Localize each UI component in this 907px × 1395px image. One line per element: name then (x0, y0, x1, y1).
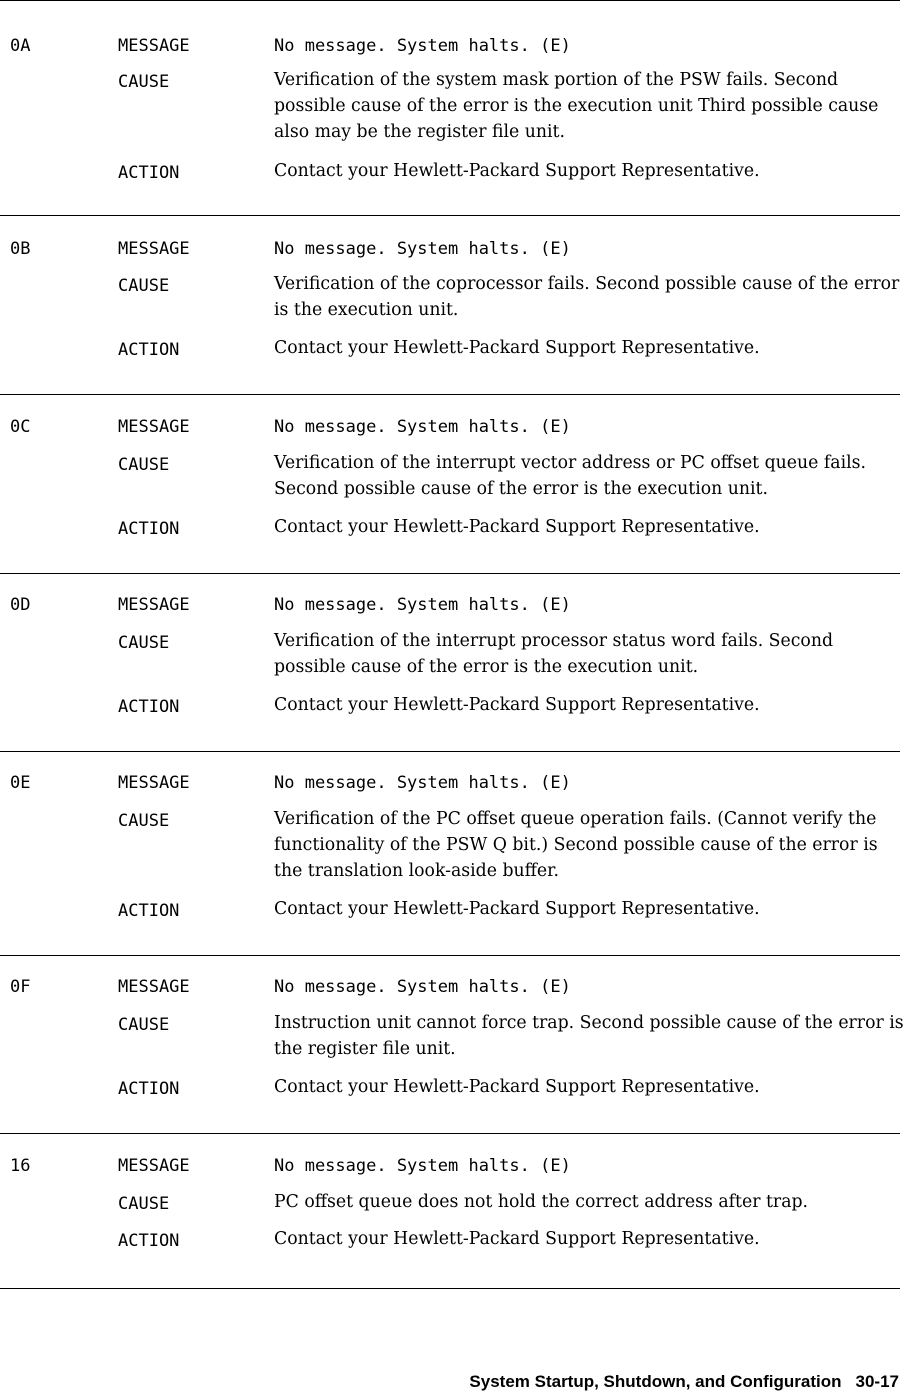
action-text: Contact your Hewlett-Packard Support Representative. (274, 899, 760, 919)
cause-text: Verification of the PC offset queue operation fails. (Cannot verify the functionality of the PSW Q bit.) Second possible cause of the error is the translation look-aside buffer. (274, 809, 878, 881)
cause-label: CAUSE (118, 1015, 170, 1035)
cause-text: Instruction unit cannot force trap. Second possible cause of the error is the register file unit. (274, 1013, 904, 1059)
cause-label: CAUSE (118, 276, 170, 296)
cause-label: CAUSE (118, 633, 170, 653)
error-entry (0, 215, 900, 395)
action-text: Contact your Hewlett-Packard Support Representative. (274, 161, 760, 181)
message-text: No message. System halts. (E) (274, 239, 571, 259)
cause-label: CAUSE (118, 455, 170, 475)
action-text: Contact your Hewlett-Packard Support Representative. (274, 517, 760, 537)
error-code: 0E (10, 773, 31, 793)
cause-label: CAUSE (118, 1194, 170, 1214)
action-label: ACTION (118, 1231, 180, 1251)
message-label: MESSAGE (118, 595, 190, 615)
cause-text: Verification of the interrupt vector address or PC offset queue fails. Second possible cause of the error is the execution unit. (274, 453, 867, 499)
message-label: MESSAGE (118, 1156, 190, 1176)
message-text: No message. System halts. (E) (274, 773, 571, 793)
footer-chapter-title: System Startup, Shutdown, and Configuration (469, 1372, 842, 1391)
cause-label: CAUSE (118, 72, 170, 92)
message-text: No message. System halts. (E) (274, 1156, 571, 1176)
footer-page-number: 30-17 (855, 1372, 899, 1391)
error-code: 0A (10, 36, 31, 56)
action-text: Contact your Hewlett-Packard Support Representative. (274, 1077, 760, 1097)
message-text: No message. System halts. (E) (274, 595, 571, 615)
message-label: MESSAGE (118, 239, 190, 259)
error-entry (0, 1133, 900, 1289)
action-text: Contact your Hewlett-Packard Support Representative. (274, 695, 760, 715)
message-text: No message. System halts. (E) (274, 417, 571, 437)
message-label: MESSAGE (118, 417, 190, 437)
error-code: 16 (10, 1156, 31, 1176)
error-entry (0, 0, 900, 216)
cause-text: Verification of the coprocessor fails. Second possible cause of the error is the execution unit. (274, 274, 900, 320)
message-label: MESSAGE (118, 773, 190, 793)
action-label: ACTION (118, 340, 180, 360)
action-label: ACTION (118, 163, 180, 183)
action-label: ACTION (118, 697, 180, 717)
action-label: ACTION (118, 1079, 180, 1099)
error-code: 0B (10, 239, 31, 259)
error-code: 0F (10, 977, 31, 997)
message-label: MESSAGE (118, 977, 190, 997)
error-code: 0D (10, 595, 31, 615)
error-entry (0, 394, 900, 574)
page-footer (469, 1369, 899, 1395)
cause-text: Verification of the system mask portion of the PSW fails. Second possible cause of the error is the execution unit Third possible cause also may be the register file unit. (274, 70, 879, 142)
action-label: ACTION (118, 901, 180, 921)
message-label: MESSAGE (118, 36, 190, 56)
error-entry (0, 751, 900, 956)
error-entry (0, 955, 904, 1134)
action-label: ACTION (118, 519, 180, 539)
error-code: 0C (10, 417, 31, 437)
error-entry (0, 573, 900, 752)
action-text: Contact your Hewlett-Packard Support Representative. (274, 338, 760, 358)
message-text: No message. System halts. (E) (274, 36, 571, 56)
cause-label: CAUSE (118, 811, 170, 831)
message-text: No message. System halts. (E) (274, 977, 571, 997)
cause-text: Verification of the interrupt processor status word fails. Second possible cause of the error is the execution unit. (274, 631, 834, 677)
action-text: Contact your Hewlett-Packard Support Representative. (274, 1229, 760, 1249)
cause-text: PC offset queue does not hold the correct address after trap. (274, 1192, 809, 1212)
